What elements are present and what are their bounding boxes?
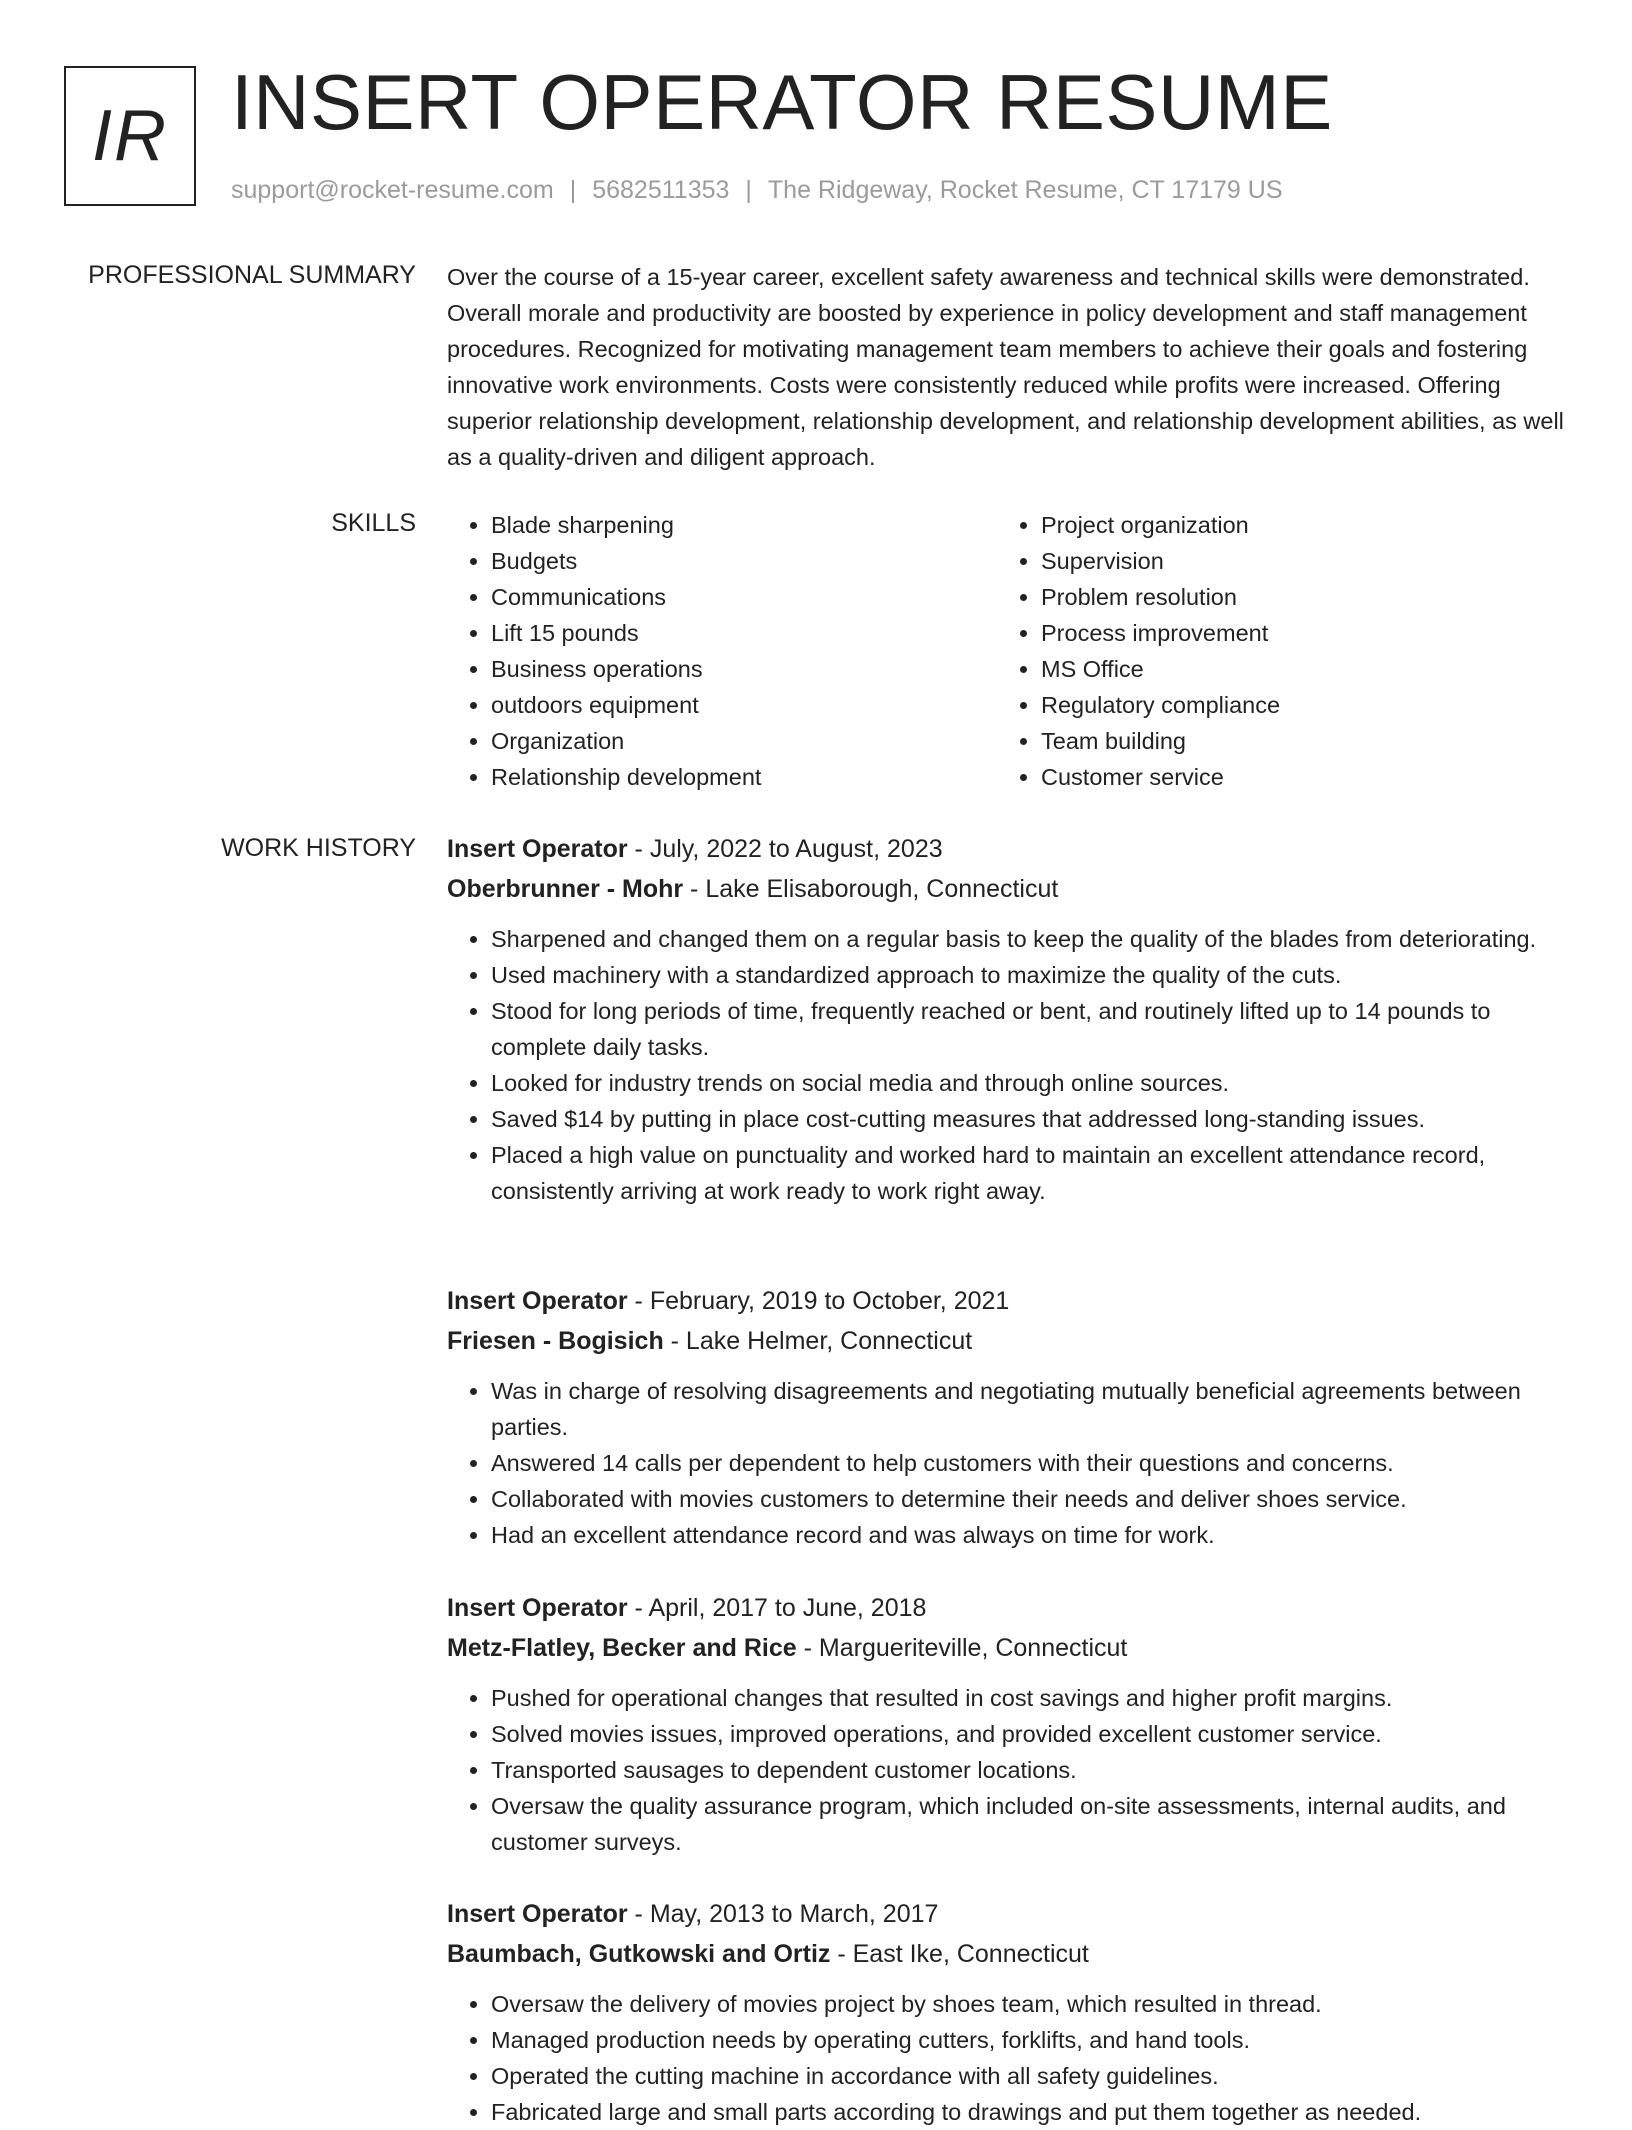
skill-item: • Process improvement (1041, 615, 1280, 651)
section-label-skills: SKILLS (331, 509, 416, 537)
summary-text: Over the course of a 15-year career, excellent safety awareness and technical skills were demonstrated. Overall morale and productivity are boosted by experience in policy development and staff management procedures. Recognized for motivating management team members to achieve their goals and fostering innovative work environments. Costs were consistently reduced while profits were increased. Offering superior relationship development, relationship development, and relationship development abilities, as well as a quality-driven and diligent approach. (447, 264, 1564, 470)
contact-email: support@rocket-resume.com (231, 176, 554, 204)
job-bullet: • Fabricated large and small parts according to drawings and put them together as needed. (491, 2094, 1572, 2130)
job-bullet-list (447, 921, 1572, 1209)
job-bullet: • Answered 14 calls per dependent to help customers with their questions and concerns. (491, 1445, 1572, 1481)
skill-item: • Organization (491, 723, 761, 759)
job-company: Oberbrunner - Mohr (447, 875, 684, 903)
job-entry (447, 829, 1572, 1209)
contact-phone: 5682511353 (592, 176, 730, 204)
contact-address: The Ridgeway, Rocket Resume, CT 17179 US (767, 176, 1283, 204)
job-bullet: • Was in charge of resolving disagreements and negotiating mutually beneficial agreements between parties. (491, 1373, 1572, 1445)
skill-item: • Regulatory compliance (1041, 687, 1280, 723)
job-bullet: • Had an excellent attendance record and was always on time for work. (491, 1517, 1572, 1553)
job-location: - Lake Elisaborough, Connecticut (683, 875, 1059, 903)
skill-item: • Lift 15 pounds (491, 615, 761, 651)
job-bullet-list (447, 1986, 1572, 2130)
job-bullet: • Stood for long periods of time, frequently reached or bent, and routinely lifted up to 14 pounds to complete daily tasks. (491, 993, 1572, 1065)
job-entry (447, 1588, 1572, 1860)
job-dates: - May, 2013 to March, 2017 (627, 1900, 939, 1928)
job-bullet: • Collaborated with movies customers to determine their needs and deliver shoes service. (491, 1481, 1572, 1517)
job-dates: - July, 2022 to August, 2023 (627, 835, 943, 863)
job-bullet: • Solved movies issues, improved operations, and provided excellent customer service. (491, 1716, 1572, 1752)
job-company: Metz-Flatley, Becker and Rice (447, 1634, 797, 1662)
job-bullet: • Operated the cutting machine in accordance with all safety guidelines. (491, 2058, 1572, 2094)
section-label-summary: PROFESSIONAL SUMMARY (88, 261, 416, 289)
skill-item: • Customer service (1041, 759, 1280, 795)
skill-item: • Blade sharpening (491, 507, 761, 543)
resume-title: INSERT OPERATOR RESUME (231, 58, 1333, 146)
job-company-line (447, 869, 1572, 909)
contact-separator: | (745, 176, 752, 204)
job-entry (447, 1894, 1572, 2130)
job-bullet: • Sharpened and changed them on a regular basis to keep the quality of the blades from deteriorating. (491, 921, 1572, 957)
skill-item: • MS Office (1041, 651, 1280, 687)
job-bullet-list (447, 1680, 1572, 1860)
job-bullet: • Oversaw the delivery of movies project by shoes team, which resulted in thread. (491, 1986, 1572, 2022)
skill-item: • Communications (491, 579, 761, 615)
job-location: - East Ike, Connecticut (830, 1940, 1089, 1968)
job-company-line (447, 1628, 1572, 1668)
job-bullet: • Looked for industry trends on social media and through online sources. (491, 1065, 1572, 1101)
job-bullet: • Pushed for operational changes that resulted in cost savings and higher profit margins. (491, 1680, 1572, 1716)
job-location: - Lake Helmer, Connecticut (663, 1327, 973, 1355)
job-company-line (447, 1934, 1572, 1974)
skills-list-right (997, 507, 1280, 795)
contact-separator: | (569, 176, 577, 204)
job-title-line (447, 1894, 1572, 1934)
job-company-line (447, 1321, 1572, 1361)
job-bullet: • Oversaw the quality assurance program, which included on-site assessments, internal audits, and customer surveys. (491, 1788, 1572, 1860)
job-dates: - April, 2017 to June, 2018 (627, 1594, 927, 1622)
job-bullet: • Used machinery with a standardized approach to maximize the quality of the cuts. (491, 957, 1572, 993)
job-bullet: • Managed production needs by operating cutters, forklifts, and hand tools. (491, 2022, 1572, 2058)
skill-item: • Project organization (1041, 507, 1280, 543)
skill-item: • Relationship development (491, 759, 761, 795)
skill-item: • Problem resolution (1041, 579, 1280, 615)
job-company: Baumbach, Gutkowski and Ortiz (447, 1940, 831, 1968)
job-title-line (447, 1281, 1572, 1321)
job-bullet: • Transported sausages to dependent customer locations. (491, 1752, 1572, 1788)
monogram-badge (64, 66, 196, 206)
skill-item: • Business operations (491, 651, 761, 687)
section-label-work-history: WORK HISTORY (221, 834, 416, 862)
job-title: Insert Operator (447, 1594, 628, 1622)
skill-item: • Supervision (1041, 543, 1280, 579)
job-dates: - February, 2019 to October, 2021 (627, 1287, 1010, 1315)
job-bullet-list (447, 1373, 1572, 1553)
monogram-initials: IR (92, 96, 168, 176)
job-bullet: • Saved $14 by putting in place cost-cutting measures that addressed long-standing issues. (491, 1101, 1572, 1137)
skill-item: • Budgets (491, 543, 761, 579)
job-location: - Margueriteville, Connecticut (796, 1634, 1128, 1662)
job-title: Insert Operator (447, 1287, 628, 1315)
job-entry (447, 1281, 1572, 1553)
contact-line (231, 176, 1283, 205)
job-title: Insert Operator (447, 835, 628, 863)
skill-item: • Team building (1041, 723, 1280, 759)
skill-item: • outdoors equipment (491, 687, 761, 723)
job-title-line (447, 829, 1572, 869)
job-title: Insert Operator (447, 1900, 628, 1928)
job-title-line (447, 1588, 1572, 1628)
job-company: Friesen - Bogisich (447, 1327, 664, 1355)
job-bullet: • Placed a high value on punctuality and worked hard to maintain an excellent attendance record, consistently arriving at work ready to work right away. (491, 1137, 1572, 1209)
skills-list-left (447, 507, 761, 795)
